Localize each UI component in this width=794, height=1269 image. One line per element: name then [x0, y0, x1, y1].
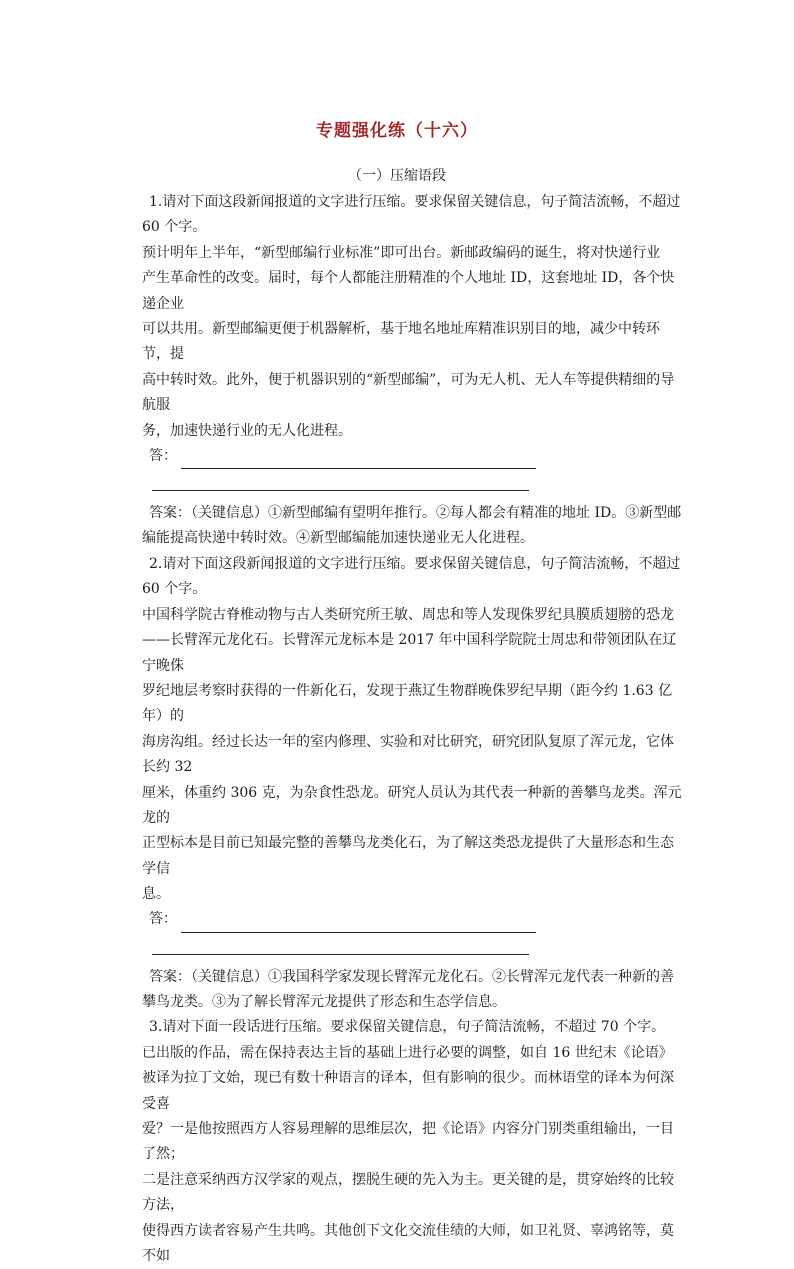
section-heading: （一）压缩语段: [348, 168, 446, 184]
q3-text-line: 使得西方读者容易产生共鸣。其他创下文化交流佳绩的大师，如卫礼贤、辜鸿铭等，莫不如: [142, 1222, 674, 1265]
q1-answer-line2: 编能提高快递中转时效。④新型邮编能加速快递业无人化进程。: [142, 530, 534, 547]
q2-text-line: 厘米，体重约 306 克，为杂食性恐龙。研究人员认为其代表一种新的善攀鸟龙类。浑元龙的: [142, 784, 682, 826]
q1-answer-field[interactable]: [142, 444, 682, 469]
q2-text-line: 中国科学院古脊椎动物与古人类研究所王敏、周忠和等人发现侏罗纪具膜质翅膀的恐龙: [142, 606, 674, 623]
q3-text-line: 爱？一是他按照西方人容易理解的思维层次，把《论语》内容分门别类重组输出，一目了然；: [142, 1121, 674, 1163]
q2-text-line: 正型标本是目前已知最完整的善攀鸟龙类化石，为了解这类恐龙提供了大量形态和生态学信: [142, 835, 674, 877]
q1-answer-line1: 答案：（关键信息）①新型邮编有望明年推行。②每人都会有精准的地址 ID。③新型邮: [149, 505, 682, 522]
page-title: 专题强化练（十六）: [316, 121, 478, 141]
q3-prompt-line1: 3.请对下面一段话进行压缩。要求保留关键信息，句子简洁流畅，不超过 70 个字。: [149, 1019, 666, 1036]
answer-label: 答：: [149, 911, 177, 928]
q2-prompt-line2: 60 个字。: [142, 581, 207, 598]
q2-answer-field-2[interactable]: [142, 933, 682, 955]
answer-line[interactable]: [152, 472, 529, 491]
answer-line[interactable]: [181, 454, 536, 469]
q2-prompt-line1: 2.请对下面这段新闻报道的文字进行压缩。要求保留关键信息，句子简洁流畅，不超过: [149, 555, 681, 572]
q3-text-line: 已出版的作品，需在保持表达主旨的基础上进行必要的调整，如自 16 世纪末《论语》: [142, 1044, 673, 1061]
document-body: [142, 190, 682, 1269]
answer-line[interactable]: [152, 936, 529, 955]
q2-text-line: 息。: [142, 886, 170, 903]
q1-answer-field-2[interactable]: [142, 469, 682, 491]
q2-text-line: 罗纪地层考察时获得的一件新化石，发现于燕辽生物群晚侏罗纪早期（距今约 1.63 亿年）的: [142, 682, 673, 725]
q2-answer-field[interactable]: [142, 908, 682, 933]
q2-answer-line1: 答案：（关键信息）①我国科学家发现长臂浑元龙化石。②长臂浑元龙代表一种新的善: [149, 968, 674, 985]
q1-text-line: 产生革命性的改变。届时，每个人都能注册精准的个人地址 ID，这套地址 ID，各个快递企业: [142, 270, 675, 312]
q1-prompt-line2: 60 个字。: [142, 219, 207, 236]
q1-text-line: 务，加速快递行业的无人化进程。: [142, 422, 352, 439]
q3-text-line: 被译为拉丁文始，现已有数十种语言的译本，但有影响的很少。而林语堂的译本为何深受喜: [142, 1070, 674, 1112]
answer-line[interactable]: [181, 918, 536, 933]
answer-label: 答：: [149, 447, 177, 464]
q2-answer-line2: 攀鸟龙类。③为了解长臂浑元龙提供了形态和生态学信息。: [142, 993, 506, 1010]
q1-text-line: 可以共用。新型邮编更便于机器解析，基于地名地址库精准识别目的地，减少中转环节，提: [142, 321, 660, 363]
q1-text-line: 高中转时效。此外，便于机器识别的“新型邮编”，可为无人机、无人车等提供精细的导航服: [142, 371, 675, 414]
q2-text-line: ——长臂浑元龙化石。长臂浑元龙标本是 2017 年中国科学院院士周忠和带领团队在辽宁晚侏: [142, 632, 677, 674]
q1-prompt-line1: 1.请对下面这段新闻报道的文字进行压缩。要求保留关键信息，句子简洁流畅，不超过: [149, 194, 681, 210]
q2-text-line: 海房沟组。经过长达一年的室内修理、实验和对比研究，研究团队复原了浑元龙，它体长约 32: [142, 733, 674, 776]
q3-text-line: 二是注意采纳西方汉学家的观点，摆脱生硬的先入为主。更关键的是，贯穿始终的比较方法，: [142, 1171, 674, 1214]
q1-text-line: 预计明年上半年，“新型邮编行业标准”即可出台。新邮政编码的诞生，将对快递行业: [142, 244, 661, 261]
